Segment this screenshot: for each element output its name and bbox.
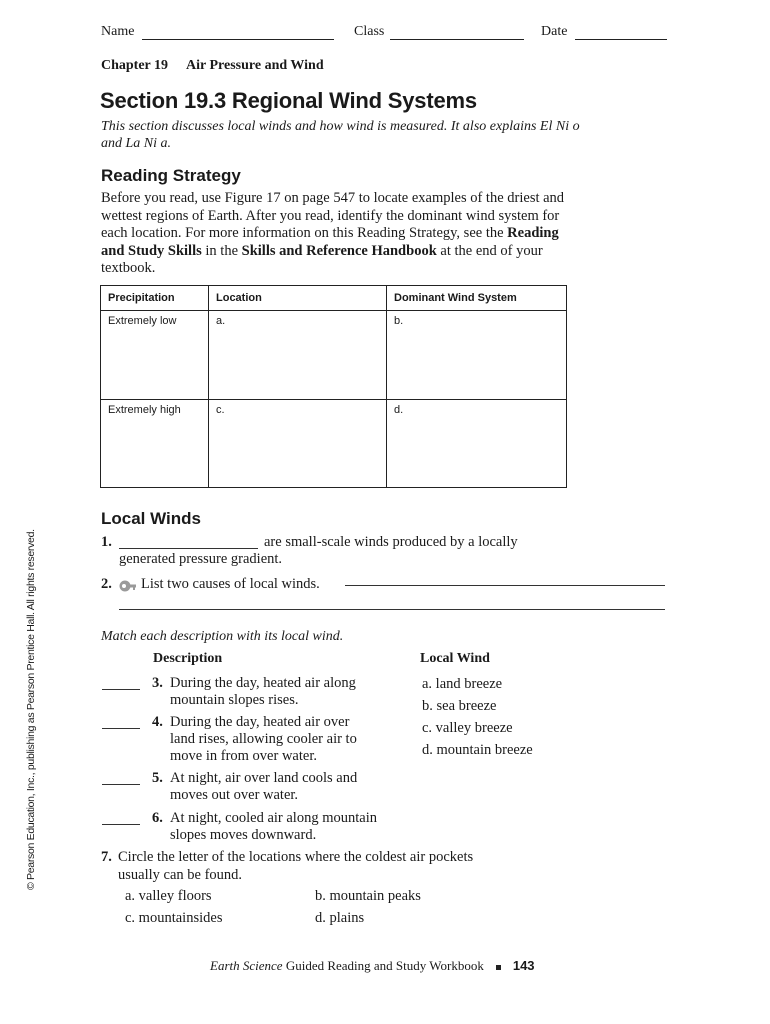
footer-bullet xyxy=(496,965,501,970)
q2-answer-line-2[interactable] xyxy=(119,609,665,610)
wind-option-b: b. sea breeze xyxy=(422,698,497,714)
name-label: Name xyxy=(101,24,135,39)
name-field xyxy=(101,24,334,40)
match-item-3: 3. xyxy=(152,675,163,691)
answer-blank-3[interactable] xyxy=(102,689,140,690)
wind-option-a: a. land breeze xyxy=(422,676,503,692)
q2-text: List two causes of local winds. xyxy=(141,576,320,592)
match-item-4: 4. xyxy=(152,714,163,730)
q7-option-d[interactable]: d. plains xyxy=(315,910,365,926)
chapter-number: Chapter 19 xyxy=(101,58,169,73)
table-cell-a[interactable]: a. xyxy=(216,315,226,327)
page-number: 143 xyxy=(512,958,535,973)
description-header: Description xyxy=(153,651,223,666)
date-label: Date xyxy=(541,24,568,39)
date-field xyxy=(541,24,667,40)
copyright-notice: © Pearson Education, Inc., publishing as Pearson Prentice Hall. All rights reserved. xyxy=(25,529,37,890)
answer-blank-6[interactable] xyxy=(102,824,140,825)
answer-blank-4[interactable] xyxy=(102,728,140,729)
wind-option-d: d. mountain breeze xyxy=(422,742,533,758)
table-header-location: Location xyxy=(216,292,262,304)
q1-answer-blank[interactable] xyxy=(119,548,258,549)
q7-option-a[interactable]: a. valley floors xyxy=(125,888,212,904)
section-title: Section 19.3 Regional Wind Systems xyxy=(100,88,477,113)
key-concept-icon xyxy=(119,579,137,597)
q7-option-b[interactable]: b. mountain peaks xyxy=(315,888,421,904)
table-header-wind-system: Dominant Wind System xyxy=(394,292,517,304)
class-label: Class xyxy=(354,24,385,39)
table-cell-c[interactable]: c. xyxy=(216,404,225,416)
table-header-precipitation: Precipitation xyxy=(108,292,175,304)
reading-strategy-heading: Reading Strategy xyxy=(101,166,241,185)
chapter-heading xyxy=(101,58,324,74)
footer-book-title: Earth Science xyxy=(210,958,283,973)
match-item-6-text: At night, cooled air along mountain slopes moves downward. xyxy=(170,810,377,843)
q1-text-cont: generated pressure gradient. xyxy=(119,551,283,567)
reading-strategy-paragraph: Before you read, use Figure 17 on page 547 to locate examples of the driest and wettest regions of Earth. After you read, identify the dominant wind system for each location. For more information on this Reading Strategy, see the Reading and Study Skills in the Skills and Reference Handbook at the end of your textbook. xyxy=(101,190,565,276)
wind-option-c: c. valley breeze xyxy=(422,720,513,736)
class-blank[interactable] xyxy=(390,25,524,40)
q2-answer-line-1[interactable] xyxy=(345,585,665,586)
match-item-5-text: At night, air over land cools and moves out over water. xyxy=(170,770,358,803)
section-intro: This section discusses local winds and how wind is measured. It also explains El Ni o and La Ni a. xyxy=(101,119,580,151)
table-cell-b[interactable]: b. xyxy=(394,315,404,327)
copyright-container xyxy=(18,529,46,890)
table-cell-d[interactable]: d. xyxy=(394,404,404,416)
footer-book-subtitle: Guided Reading and Study Workbook xyxy=(282,958,484,973)
question-2: 2. xyxy=(101,576,112,592)
match-item-6: 6. xyxy=(152,810,163,826)
match-item-5: 5. xyxy=(152,770,163,786)
q1-text: are small-scale winds produced by a locally xyxy=(264,534,518,550)
question-7: 7. xyxy=(101,849,112,865)
q7-option-c[interactable]: c. mountainsides xyxy=(125,910,223,926)
matching-instruction: Match each description with its local wind. xyxy=(101,629,344,644)
name-blank[interactable] xyxy=(142,25,334,40)
local-winds-heading: Local Winds xyxy=(101,509,201,528)
table-cell: Extremely low xyxy=(108,315,177,327)
q7-text: Circle the letter of the locations where the coldest air pockets usually can be found. xyxy=(118,849,474,883)
date-blank[interactable] xyxy=(575,25,667,40)
match-item-3-text: During the day, heated air along mountain slopes rises. xyxy=(170,675,356,708)
class-field xyxy=(354,24,524,40)
local-wind-header: Local Wind xyxy=(420,651,490,666)
question-1: 1. xyxy=(101,534,112,550)
match-item-4-text: During the day, heated air over land rises, allowing cooler air to move in from over water. xyxy=(170,714,357,764)
reading-strategy-table xyxy=(100,285,567,488)
chapter-title: Air Pressure and Wind xyxy=(186,58,324,73)
table-cell: Extremely high xyxy=(108,404,181,416)
answer-blank-5[interactable] xyxy=(102,784,140,785)
